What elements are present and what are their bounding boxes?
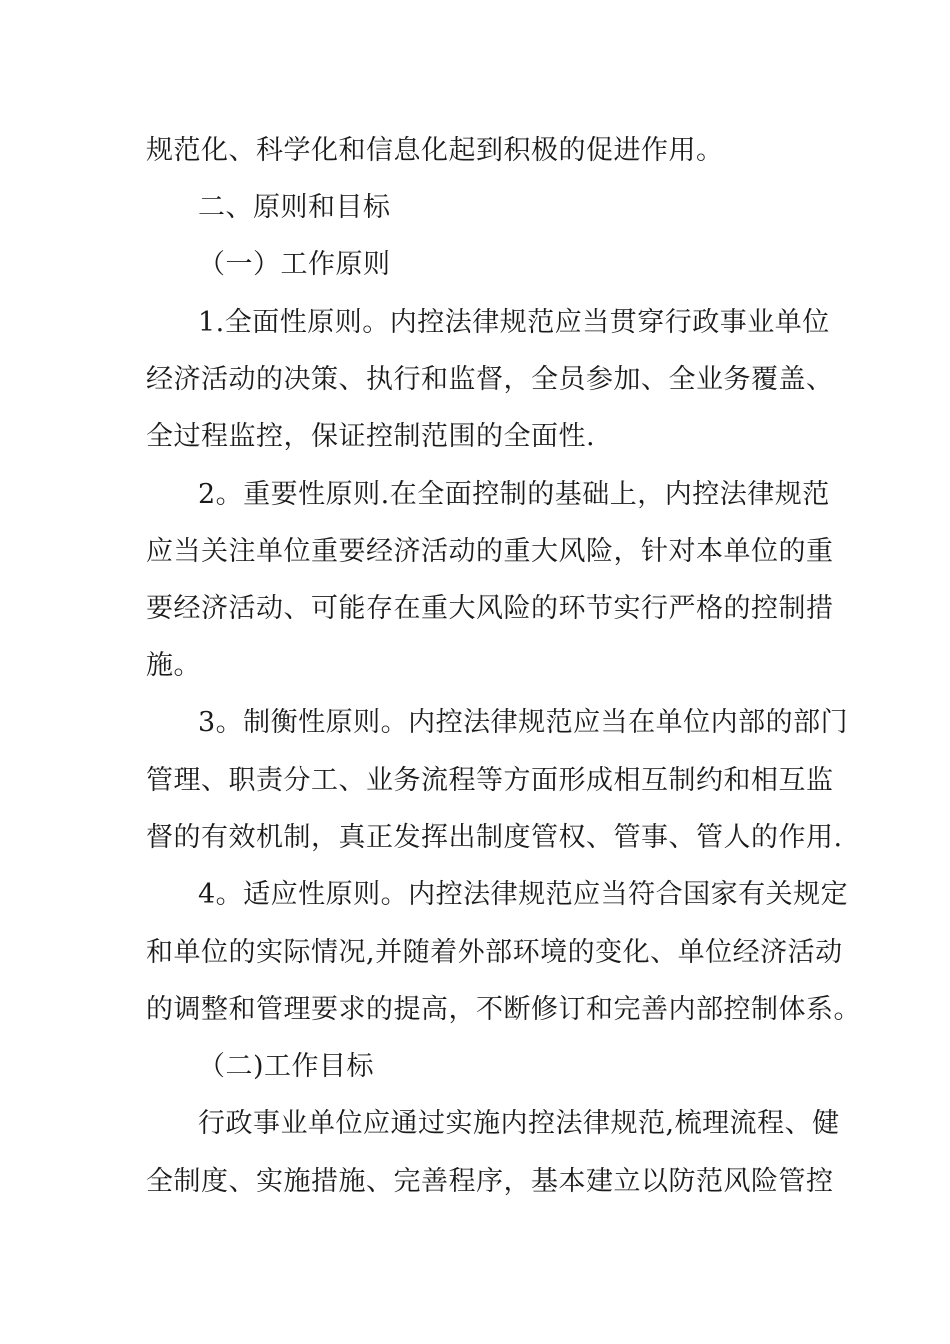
paragraph-line: 4。适应性原则。内控法律规范应当符合国家有关规定 <box>198 879 849 910</box>
paragraph-line: 规范化、科学化和信息化起到积极的促进作用。 <box>146 135 724 166</box>
paragraph-line: 施。 <box>146 650 201 681</box>
paragraph-line: 1.全面性原则。内控法律规范应当贯穿行政事业单位 <box>198 307 830 338</box>
paragraph-line: 经济活动的决策、执行和监督，全员参加、全业务覆盖、 <box>146 364 834 395</box>
paragraph-line: 和单位的实际情况,并随着外部环境的变化、单位经济活动 <box>146 937 843 968</box>
paragraph-line: 的调整和管理要求的提高，不断修订和完善内部控制体系。 <box>146 994 861 1025</box>
paragraph-line: 2。重要性原则.在全面控制的基础上，内控法律规范 <box>198 479 830 510</box>
paragraph-line: 行政事业单位应通过实施内控法律规范,梳理流程、健 <box>198 1108 840 1139</box>
section-heading: 二、原则和目标 <box>198 192 391 223</box>
paragraph-line: 全过程监控，保证控制范围的全面性. <box>146 421 596 452</box>
subsection-heading: （二)工作目标 <box>198 1051 375 1082</box>
paragraph-line: 要经济活动、可能存在重大风险的环节实行严格的控制措 <box>146 593 834 624</box>
paragraph-line: 全制度、实施措施、完善程序，基本建立以防范风险管控 <box>146 1166 834 1197</box>
paragraph-line: 督的有效机制，真正发挥出制度管权、管事、管人的作用. <box>146 822 843 853</box>
paragraph-line: 3。制衡性原则。内控法律规范应当在单位内部的部门 <box>198 707 849 738</box>
paragraph-line: 管理、职责分工、业务流程等方面形成相互制约和相互监 <box>146 765 834 796</box>
paragraph-line: 应当关注单位重要经济活动的重大风险，针对本单位的重 <box>146 536 834 567</box>
subsection-heading: （一）工作原则 <box>198 249 391 280</box>
